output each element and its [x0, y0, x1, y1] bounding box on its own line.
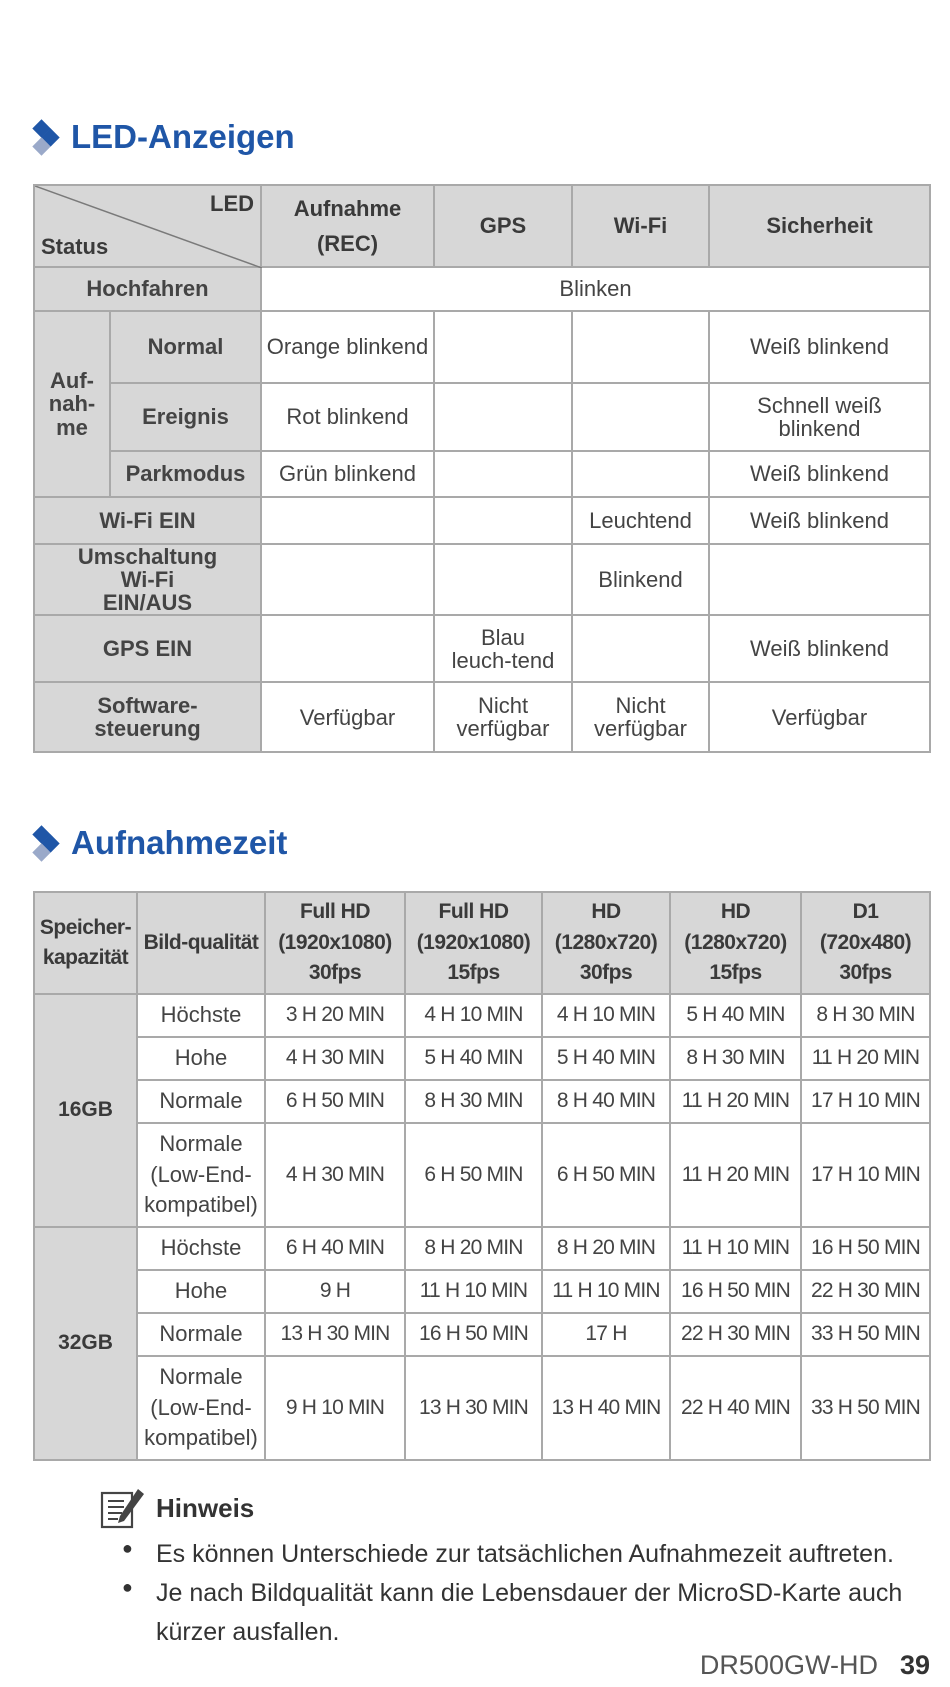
quality-cell: Normale — [137, 1080, 265, 1123]
diamond-bullet-icon — [33, 118, 63, 156]
note-list — [120, 1535, 935, 1651]
time-cell: 17 H — [542, 1313, 670, 1356]
time-cell: 6 H 50 MIN — [542, 1123, 670, 1227]
time-cell: 3 H 20 MIN — [265, 994, 405, 1037]
led-cell: Nicht verfügbar — [572, 682, 709, 752]
led-col-header: GPS — [434, 185, 572, 267]
time-cell: 11 H 20 MIN — [801, 1037, 930, 1080]
capacity-cell: 32GB — [34, 1227, 137, 1460]
table-row — [34, 1356, 930, 1460]
time-cell: 6 H 40 MIN — [265, 1227, 405, 1270]
time-cell: 8 H 30 MIN — [405, 1080, 542, 1123]
capacity-cell: 16GB — [34, 994, 137, 1227]
time-cell: 11 H 10 MIN — [542, 1270, 670, 1313]
time-cell: 5 H 40 MIN — [670, 994, 801, 1037]
table-row — [34, 994, 930, 1037]
rec-col-header: HD (1280x720) 15fps — [670, 892, 801, 994]
time-cell: 8 H 20 MIN — [542, 1227, 670, 1270]
time-cell: 16 H 50 MIN — [405, 1313, 542, 1356]
led-cell — [572, 383, 709, 451]
time-cell: 4 H 30 MIN — [265, 1037, 405, 1080]
time-cell: 13 H 30 MIN — [265, 1313, 405, 1356]
led-col-header: Aufnahme (REC) — [261, 185, 434, 267]
quality-cell: Normale — [137, 1313, 265, 1356]
time-cell: 8 H 30 MIN — [801, 994, 930, 1037]
note-pencil-icon — [100, 1487, 146, 1529]
table-row — [34, 1080, 930, 1123]
corner-status-label: Status — [41, 233, 109, 259]
quality-cell: Hohe — [137, 1037, 265, 1080]
led-cell — [261, 497, 434, 544]
time-cell: 9 H 10 MIN — [265, 1356, 405, 1460]
led-cell — [709, 544, 930, 615]
table-row — [34, 1227, 930, 1270]
led-cell: Weiß blinkend — [709, 311, 930, 383]
time-cell: 11 H 10 MIN — [670, 1227, 801, 1270]
row-label: Normal — [110, 311, 261, 383]
table-row — [34, 1270, 930, 1313]
led-cell — [434, 451, 572, 497]
led-cell: Schnell weiß blinkend — [709, 383, 930, 451]
led-corner-header — [34, 185, 261, 267]
note-header — [100, 1487, 254, 1529]
rec-col-header: Full HD (1920x1080) 30fps — [265, 892, 405, 994]
led-cell — [434, 497, 572, 544]
time-cell: 16 H 50 MIN — [801, 1227, 930, 1270]
time-cell: 4 H 10 MIN — [542, 994, 670, 1037]
note-title: Hinweis — [156, 1492, 255, 1523]
row-label: GPS EIN — [34, 615, 261, 682]
rec-col-header: Bild-qualität — [137, 892, 265, 994]
row-label-hochfahren: Hochfahren — [34, 267, 261, 311]
led-cell: Verfügbar — [709, 682, 930, 752]
row-label: Umschaltung Wi-Fi EIN/AUS — [34, 544, 261, 615]
led-title-text: LED-Anzeigen — [71, 118, 295, 155]
time-cell: 4 H 10 MIN — [405, 994, 542, 1037]
diamond-bullet-icon — [33, 824, 63, 862]
time-cell: 11 H 20 MIN — [670, 1080, 801, 1123]
rec-section-title — [33, 824, 287, 862]
time-cell: 5 H 40 MIN — [405, 1037, 542, 1080]
led-cell: Weiß blinkend — [709, 451, 930, 497]
row-label: Wi-Fi EIN — [34, 497, 261, 544]
led-cell — [572, 451, 709, 497]
time-cell: 6 H 50 MIN — [265, 1080, 405, 1123]
led-cell — [434, 311, 572, 383]
led-cell: Grün blinkend — [261, 451, 434, 497]
table-row — [34, 1037, 930, 1080]
led-cell: Rot blinkend — [261, 383, 434, 451]
rec-col-header: Speicher-kapazität — [34, 892, 137, 994]
led-table — [33, 184, 931, 753]
time-cell: 33 H 50 MIN — [801, 1356, 930, 1460]
led-cell — [572, 311, 709, 383]
rec-col-header: HD (1280x720) 30fps — [542, 892, 670, 994]
page-footer — [700, 1650, 930, 1681]
rec-col-header: Full HD (1920x1080) 15fps — [405, 892, 542, 994]
led-cell: Orange blinkend — [261, 311, 434, 383]
row-label: Ereignis — [110, 383, 261, 451]
time-cell: 22 H 30 MIN — [801, 1270, 930, 1313]
time-cell: 8 H 20 MIN — [405, 1227, 542, 1270]
led-cell: Weiß blinkend — [709, 615, 930, 682]
note-item: ● Je nach Bildqualität kann die Lebensdauer der MicroSD-Karte auch kürzer ausfallen. — [120, 1574, 935, 1652]
time-cell: 4 H 30 MIN — [265, 1123, 405, 1227]
time-cell: 17 H 10 MIN — [801, 1080, 930, 1123]
led-col-header: Sicherheit — [709, 185, 930, 267]
quality-cell: Normale (Low-End-kompatibel) — [137, 1123, 265, 1227]
quality-cell: Hohe — [137, 1270, 265, 1313]
row-label: Parkmodus — [110, 451, 261, 497]
model-name: DR500GW-HD — [699, 1650, 878, 1680]
time-cell: 8 H 30 MIN — [670, 1037, 801, 1080]
note-item: ● Es können Unterschiede zur tatsächlichen Aufnahmezeit auftreten. — [120, 1535, 935, 1574]
time-cell: 6 H 50 MIN — [405, 1123, 542, 1227]
page-number: 39 — [899, 1650, 930, 1680]
rec-title-text: Aufnahmezeit — [71, 824, 288, 861]
time-cell: 17 H 10 MIN — [801, 1123, 930, 1227]
quality-cell: Höchste — [137, 994, 265, 1037]
led-cell — [572, 615, 709, 682]
table-row — [34, 1313, 930, 1356]
led-section-title — [33, 118, 295, 156]
time-cell: 13 H 30 MIN — [405, 1356, 542, 1460]
rec-col-header: D1 (720x480) 30fps — [801, 892, 930, 994]
time-cell: 13 H 40 MIN — [542, 1356, 670, 1460]
quality-cell: Höchste — [137, 1227, 265, 1270]
time-cell: 11 H 10 MIN — [405, 1270, 542, 1313]
time-cell: 16 H 50 MIN — [670, 1270, 801, 1313]
led-cell — [261, 544, 434, 615]
led-cell: Verfügbar — [261, 682, 434, 752]
time-cell: 11 H 20 MIN — [670, 1123, 801, 1227]
time-cell: 33 H 50 MIN — [801, 1313, 930, 1356]
led-cell: Blinkend — [572, 544, 709, 615]
table-row — [34, 1123, 930, 1227]
time-cell: 22 H 40 MIN — [670, 1356, 801, 1460]
row-label: Software-steuerung — [34, 682, 261, 752]
led-cell: Blau leuch-tend — [434, 615, 572, 682]
recording-time-table — [33, 891, 931, 1461]
led-cell: Weiß blinkend — [709, 497, 930, 544]
time-cell: 8 H 40 MIN — [542, 1080, 670, 1123]
aufnahme-group-label: Auf- nah- me — [34, 311, 110, 497]
led-col-header: Wi-Fi — [572, 185, 709, 267]
corner-led-label: LED — [210, 191, 254, 216]
time-cell: 9 H — [265, 1270, 405, 1313]
time-cell: 5 H 40 MIN — [542, 1037, 670, 1080]
quality-cell: Normale (Low-End-kompatibel) — [137, 1356, 265, 1460]
led-cell — [261, 615, 434, 682]
led-cell: Leuchtend — [572, 497, 709, 544]
led-cell — [434, 383, 572, 451]
led-cell — [434, 544, 572, 615]
time-cell: 22 H 30 MIN — [670, 1313, 801, 1356]
hochfahren-value: Blinken — [261, 267, 930, 311]
led-cell: Nicht verfügbar — [434, 682, 572, 752]
